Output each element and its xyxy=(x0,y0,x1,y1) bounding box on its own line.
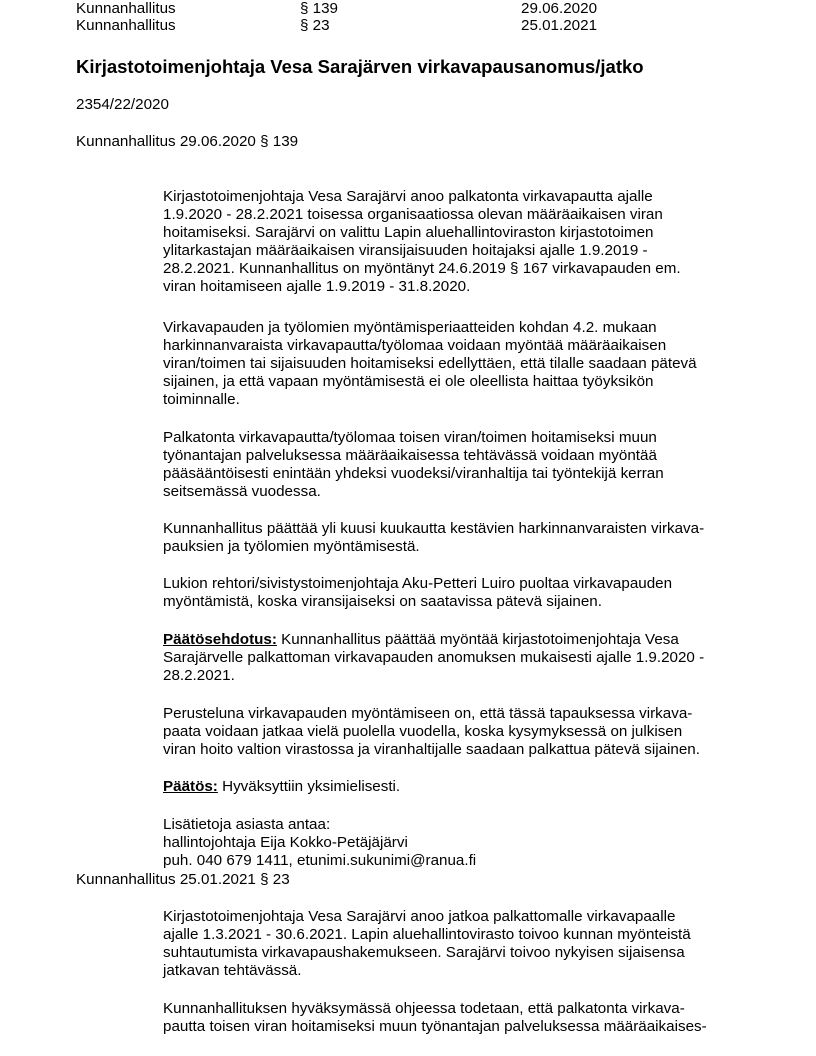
text-line: Sarajärvelle palkattoman virkavapauden anomuksen mukaisesti ajalle 1.9.2020 - xyxy=(163,648,705,666)
text-line: työnantajan palveluksessa määräaikaisessa tehtävässä voidaan myöntää xyxy=(163,446,657,464)
paragraph xyxy=(163,908,763,980)
text-line: seitsemässä vuodessa. xyxy=(163,482,321,500)
text-line: 28.2.2021. xyxy=(163,666,235,684)
paragraph xyxy=(163,319,763,409)
case-number: 2354/22/2020 xyxy=(76,96,169,113)
paragraph xyxy=(163,429,763,501)
text-line: viran hoito valtion virastossa ja viranhaltijalle saadaan palkattua pätevä sijainen. xyxy=(163,740,700,758)
text-line: Virkavapauden ja työlomien myöntämisperiaatteiden kohdan 4.2. mukaan xyxy=(163,319,657,336)
decision-text: Hyväksyttiin yksimielisesti. xyxy=(217,778,401,795)
contact-info xyxy=(163,816,763,870)
text-line: hoitamiseksi. Sarajärvi on valittu Lapin aluehallintoviraston kirjastotoimen xyxy=(163,223,654,241)
text-line: viran hoitamiseen ajalle 1.9.2019 - 31.8.2020. xyxy=(163,277,471,295)
text-line: toiminnalle. xyxy=(163,390,240,408)
text-line: paata voidaan jatkaa vielä puolella vuodella, koska kysymyksessä on julkisen xyxy=(163,722,683,740)
header-section: § 23 xyxy=(300,17,330,34)
meeting-1-heading: Kunnanhallitus 29.06.2020 § 139 xyxy=(76,133,299,150)
header-section: § 139 xyxy=(300,0,339,17)
decision xyxy=(163,778,763,796)
text-line: hallintojohtaja Eija Kokko-Petäjäjärvi xyxy=(163,833,408,851)
document-title: Kirjastotoimenjohtaja Vesa Sarajärven virkavapausanomus/jatko xyxy=(76,56,644,77)
text-line: Perusteluna virkavapauden myöntämiseen on, että tässä tapauksessa virkava- xyxy=(163,705,693,722)
proposal-label: Päätösehdotus: xyxy=(163,631,277,648)
text-line: 28.2.2021. Kunnanhallitus on myöntänyt 24.6.2019 § 167 virkavapauden em. xyxy=(163,259,681,277)
text-line: Lukion rehtori/sivistystoimenjohtaja Aku-Petteri Luiro puoltaa virkavapauden xyxy=(163,575,673,592)
text-line: pautta toisen viran hoitamiseksi muun työnantajan palveluksessa määräaikaises- xyxy=(163,1017,707,1035)
header-body: Kunnanhallitus xyxy=(76,0,176,17)
text-line: ajalle 1.3.2021 - 30.6.2021. Lapin aluehallintovirasto toivoo kunnan myönteistä xyxy=(163,925,691,943)
text-line: myöntämistä, koska viransijaiseksi on saatavissa pätevä sijainen. xyxy=(163,592,602,610)
text-line: harkinnanvaraista virkavapautta/työlomaa voidaan myöntää määräaikaisen xyxy=(163,336,667,354)
text-line: Lisätietoja asiasta antaa: xyxy=(163,816,331,833)
header-body: Kunnanhallitus xyxy=(76,17,176,34)
text-line: Kunnanhallituksen hyväksymässä ohjeessa todetaan, että palkatonta virkava- xyxy=(163,1000,685,1017)
text-line: pääsääntöisesti enintään yhdeksi vuodeksi/viranhaltija tai työntekijä kerran xyxy=(163,464,664,482)
text-line: jatkavan tehtävässä. xyxy=(163,961,302,979)
text-line: Kunnanhallitus päättää yli kuusi kuukautta kestävien harkinnanvaraisten virkava- xyxy=(163,520,705,537)
text-line: Kirjastotoimenjohtaja Vesa Sarajärvi anoo palkatonta virkavapautta ajalle xyxy=(163,188,653,205)
decision-proposal xyxy=(163,631,763,685)
paragraph xyxy=(163,520,763,556)
text-line: puh. 040 679 1411, etunimi.sukunimi@ranua.fi xyxy=(163,851,477,869)
paragraph xyxy=(163,705,763,759)
text-line xyxy=(163,631,763,649)
text-line: Kirjastotoimenjohtaja Vesa Sarajärvi anoo jatkoa palkattomalle virkavapaalle xyxy=(163,908,676,925)
text-line: 1.9.2020 - 28.2.2021 toisessa organisaatiossa olevan määräaikaisen viran xyxy=(163,205,663,223)
header-date: 25.01.2021 xyxy=(521,17,598,34)
text-line: sijainen, ja että vapaan myöntämisestä ei ole oleellista haittaa työyksikön xyxy=(163,372,654,390)
text-line: viran/toimen tai sijaisuuden hoitamiseksi edellyttäen, että tilalle saadaan pätevä xyxy=(163,354,697,372)
paragraph xyxy=(163,188,763,295)
text-line: suhtautumista virkavapaushakemukseen. Sarajärvi toivoo nykyisen sijaisensa xyxy=(163,943,685,961)
text-line: pauksien ja työlomien myöntämisestä. xyxy=(163,537,420,555)
decision-label: Päätös: xyxy=(163,778,218,795)
paragraph xyxy=(163,1000,763,1036)
proposal-text: Kunnanhallitus päättää myöntää kirjastotoimenjohtaja Vesa xyxy=(276,631,679,648)
meeting-2-heading: Kunnanhallitus 25.01.2021 § 23 xyxy=(76,871,290,888)
text-line: ylitarkastajan määräaikaisen viransijaisuuden hoitajaksi ajalle 1.9.2019 - xyxy=(163,241,648,259)
header-date: 29.06.2020 xyxy=(521,0,598,17)
text-line xyxy=(163,778,763,796)
paragraph xyxy=(163,575,763,611)
text-line: Palkatonta virkavapautta/työlomaa toisen viran/toimen hoitamiseksi muun xyxy=(163,429,657,446)
